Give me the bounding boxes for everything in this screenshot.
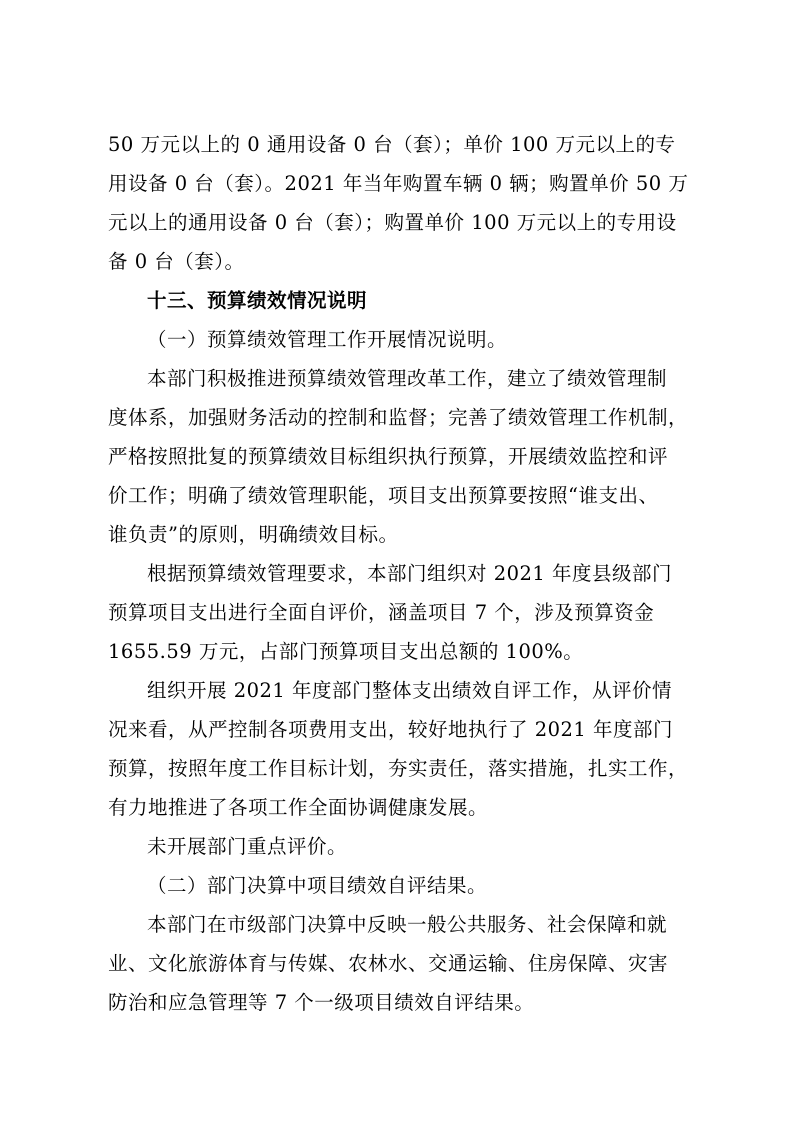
paragraph-line: 业、文化旅游体育与传媒、农林水、交通运输、住房保障、灾害 <box>108 952 669 975</box>
paragraph-line: 本部门积极推进预算绩效管理改革工作，建立了绩效管理制 <box>147 367 668 390</box>
paragraph-line: 本部门在市级部门决算中反映一般公共服务、社会保障和就 <box>147 913 668 936</box>
paragraph-line: 预算项目支出进行全面自评价，涵盖项目 7 个，涉及预算资金 <box>108 601 655 624</box>
subsection-heading: （二）部门决算中项目绩效自评结果。 <box>147 874 488 897</box>
paragraph-line: 防治和应急管理等 7 个一级项目绩效自评结果。 <box>108 991 535 1014</box>
paragraph-line: 严格按照批复的预算绩效目标组织执行预算，开展绩效监控和评 <box>108 445 669 468</box>
paragraph-line: 况来看，从严控制各项费用支出，较好地执行了 2021 年度部门 <box>108 718 674 741</box>
paragraph-line: 50 万元以上的 0 通用设备 0 台（套）；单价 100 万元以上的专 <box>108 133 676 156</box>
subsection-heading: （一）预算绩效管理工作开展情况说明。 <box>147 328 508 351</box>
section-heading: 十三、预算绩效情况说明 <box>147 289 368 312</box>
paragraph-line: 用设备 0 台（套）。2021 年当年购置车辆 0 辆；购置单价 50 万 <box>108 172 689 195</box>
paragraph-line: 有力地推进了各项工作全面协调健康发展。 <box>108 796 489 819</box>
paragraph-line: 谁负责”的原则，明确绩效目标。 <box>108 523 399 546</box>
paragraph-line: 元以上的通用设备 0 台（套）；购置单价 100 万元以上的专用设 <box>108 211 677 234</box>
paragraph-line: 价工作；明确了绩效管理职能，项目支出预算要按照“谁支出、 <box>108 484 659 507</box>
paragraph-line: 度体系，加强财务活动的控制和监督；完善了绩效管理工作机制， <box>108 406 689 429</box>
paragraph-line: 备 0 台（套）。 <box>108 250 245 273</box>
paragraph-line: 组织开展 2021 年度部门整体支出绩效自评工作，从评价情 <box>147 679 673 702</box>
paragraph-line: 未开展部门重点评价。 <box>147 835 348 858</box>
paragraph-line: 预算，按照年度工作目标计划，夯实责任，落实措施，扎实工作， <box>108 757 689 780</box>
paragraph-line: 根据预算绩效管理要求，本部门组织对 2021 年度县级部门 <box>147 562 673 585</box>
paragraph-line: 1655.59 万元，占部门预算项目支出总额的 100%。 <box>108 640 584 663</box>
